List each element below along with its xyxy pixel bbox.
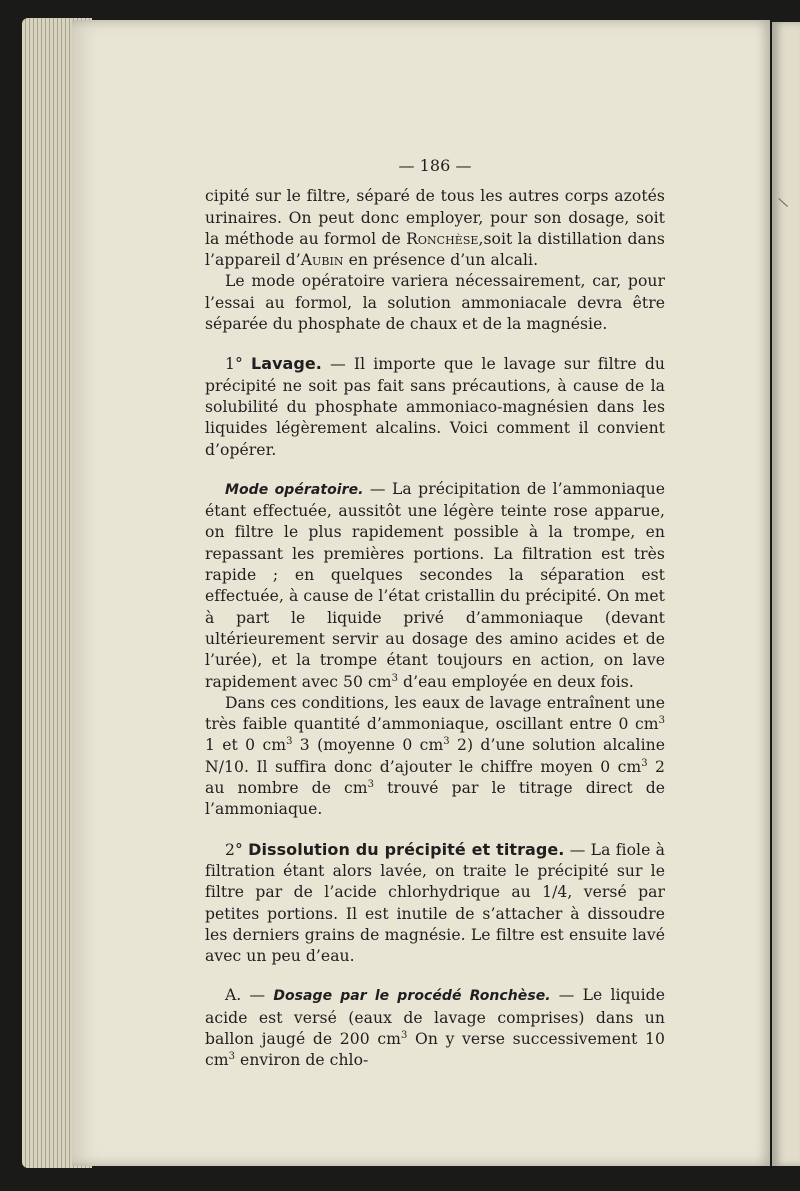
p4-text-b: d’eau employée en deux fois.	[398, 672, 634, 691]
p5-sup-1: 3	[658, 714, 665, 726]
section-dissolution-text: — La fiole à filtration étant alors lavée, on traite le précipité sur le filtre par de l’acide chlorhydrique au 1/4, versé par petites portions. Il est inutile de s’attacher à dissoudre les derniers grains de magnésie. Le filtre est ensuite lavé avec un peu d’eau.	[205, 840, 665, 966]
facing-page-mark: \	[777, 194, 790, 212]
p5-text-a: Dans ces conditions, les eaux de lavage entraînent une très faible quantité d’ammoniaque, oscillant entre 0 cm	[205, 693, 665, 734]
dosage-ronchese-label: Dosage par le procédé Ronchèse.	[273, 988, 551, 1005]
paragraph-1	[205, 186, 665, 271]
p7-sup-2: 3	[228, 1051, 236, 1063]
paragraph-mode-operatoire	[205, 479, 665, 693]
p7-dash: —	[241, 986, 274, 1005]
p1-text-c: en présence d’un alcali.	[343, 251, 539, 270]
p5-text-f: trouvé par le titrage direct de l’ammoniaque.	[205, 779, 666, 819]
p5-sup-3: 3	[443, 736, 450, 748]
p5-sup-4: 3	[641, 757, 648, 769]
section-heading-lavage: Lavage.	[250, 354, 322, 374]
p1-text-a: cipité sur le filtre, séparé de tous les autres corps azotés urinaires. On peut donc employer, pour son dosage, soit la méthode au formol de	[205, 187, 665, 248]
mode-operatoire-label: Mode opératoire.	[225, 481, 364, 498]
section-lavage-text: — Il importe que le lavage sur filtre du précipité ne soit pas fait sans précautions, à cause de la solubilité du phosphate ammoniaco-magnésien dans les liquides légèrement alcalins. Voici comment il convient d’opérer.	[205, 355, 665, 459]
p5-text-b: 1 et 0 cm	[205, 736, 287, 755]
paragraph-2: Le mode opératoire variera nécessairement, car, pour l’essai au formol, la solution ammoniacale devra être séparée du phosphate de chaux et de la magnésie.	[205, 272, 665, 334]
p1-text-b: ,soit la distillation dans l’appareil d’	[205, 229, 665, 270]
section-dissolution	[205, 839, 665, 968]
p7-text-b: On y verse successivement 10 cm	[205, 1029, 666, 1070]
section-heading-dissolution: Dissolution du précipité et titrage.	[248, 839, 565, 859]
section-number-2: 2°	[225, 840, 243, 859]
page-text	[205, 155, 665, 1072]
p5-sup-2: 3	[286, 736, 293, 748]
page-number: — 186 —	[398, 156, 472, 175]
section-number: 1°	[225, 355, 243, 374]
facing-page-edge	[772, 22, 800, 1166]
author-name-ronchese: Ronchèse	[406, 229, 479, 248]
paragraph-dosage	[205, 985, 665, 1071]
p5-text-e: 2 au nombre de cm	[205, 757, 665, 798]
subsection-letter: A.	[225, 986, 242, 1005]
p7-text-a: — Le liquide acide est versé (eaux de lavage comprises) dans un ballon jaugé de 200 cm	[205, 986, 665, 1048]
p5-sup-5: 3	[367, 778, 375, 790]
section-lavage	[205, 353, 665, 460]
p5-text-c: 3 (moyenne 0 cm	[292, 736, 444, 755]
p4-text-a: — La précipitation de l’ammoniaque étant effectuée, aussitôt une légère teinte rose apparue, on filtre le plus rapidement possible à la trompe, en repassant les premières portions. La filtration est très rapide ; en quelques secondes la séparation est effectuée, à cause de l’état cristallin du précipité. On met à part le liquide privé d’ammoniaque (devant ultérieurement servir au dosage des amino acides et de l’urée), et la trompe étant toujours en action, on lave rapidement avec 50 cm	[205, 479, 665, 691]
paragraph-conditions	[205, 693, 665, 821]
p4-sup: 3	[391, 672, 399, 684]
author-name-aubin: Aubin	[300, 251, 344, 270]
p5-text-d: 2) d’une solution alcaline N/10. Il suffira donc d’ajouter le chiffre moyen 0 cm	[205, 736, 666, 776]
p7-sup-1: 3	[400, 1029, 408, 1041]
p7-text-c: environ de chlo-	[235, 1051, 369, 1070]
